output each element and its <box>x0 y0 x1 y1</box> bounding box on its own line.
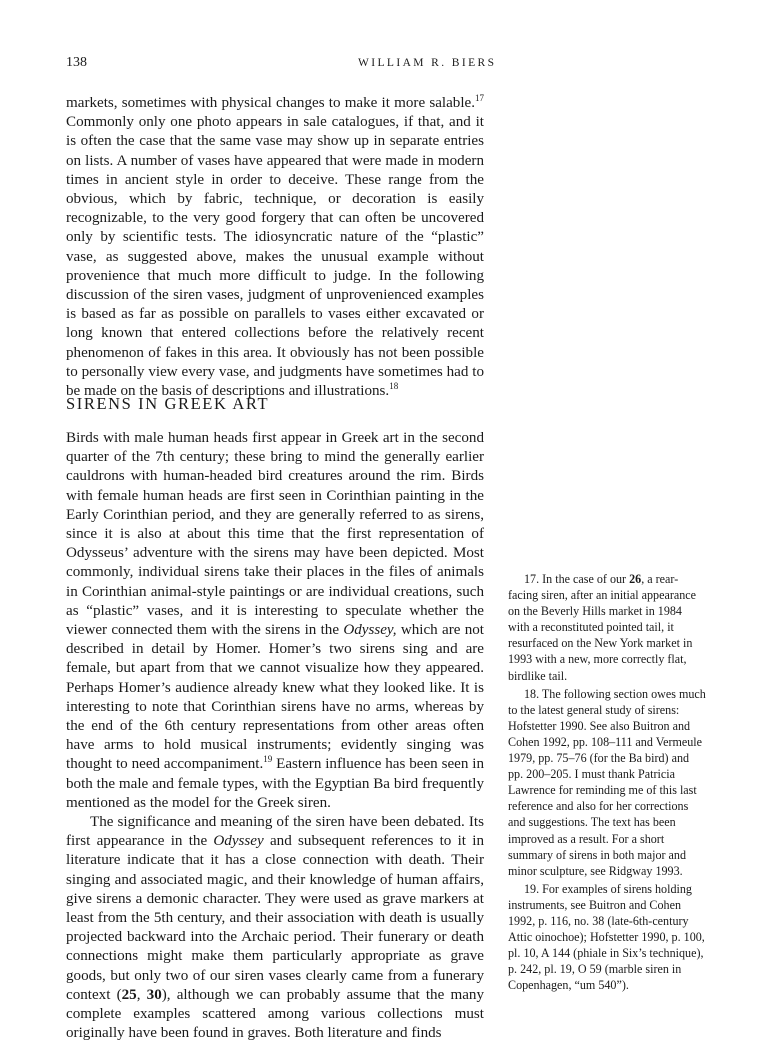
sp2-comma: , <box>136 986 147 1003</box>
fn18-text: 18. The following section owes much to the latest general study of sirens: Hofstetter 1990. See also Buitron and Cohen 1992, pp. 108–111 and Vermeule 1979, pp. 75–76 (for the Ba bird) and pp. 200–205. I must thank Patricia Lawrence for reminding me of this last reference and also for her corrections and suggestions. The text has been improved as a result. For a short summary of sirens in both major and minor sculpture, see Ridgway 1993. <box>508 686 706 878</box>
sp2-text-c: ), although we can probably assume that the many complete examples scattered among various collections must originally have been found in graves. Both literature and finds <box>66 986 484 1042</box>
intro-text-a: markets, sometimes with physical changes to make it more salable. <box>66 95 475 111</box>
fn19-text: 19. For examples of sirens holding instruments, see Buitron and Cohen 1992, p. 116, no. 38 (late-6th-century Attic oinochoe); Hofstetter 1990, p. 100, pl. 10, A 144 (phiale in Six’s technique), p. 242, pl. 19, O 59 (marble siren in Copenhagen, “um 540”). <box>508 881 705 993</box>
footnote-ref-17: 17 <box>475 92 484 103</box>
sp1-odyssey: Odyssey, <box>343 622 397 639</box>
footnote-17 <box>508 571 706 684</box>
running-head: WILLIAM R. BIERS <box>358 57 497 69</box>
fn17-text-b: , a rear-facing siren, after an initial appearance on the Beverly Hills market in 1984 with a reconstituted pointed tail, it resurfaced on the New York market in 1993 with a new, more correctly flat, birdlike tail. <box>508 572 697 683</box>
fn17-catalogue-ref: 26 <box>629 572 642 586</box>
sp2-text-a: The significance and meaning of the siren have been debated. Its first appearance in the <box>66 814 484 850</box>
sp2-text-b: and subsequent references to it in literature indicate that it has a close connection with death. Their singing and associated magic, and their knowledge of human affairs, give sirens a demonic character. They were used as grave markers at least from the 5th century, and their association with death is usually projected backward into the Archaic period. Their funerary or death connections might make them particularly appropriate as grave goods, but only two of our siren vases clearly came from a funerary context ( <box>66 833 485 1003</box>
page-number: 138 <box>66 55 87 70</box>
section-body <box>66 429 484 1044</box>
sp1-text-b: which are not described in detail by Homer. Homer’s two sirens sing and are female, but apart from that we cannot visualize how they appeared. Perhaps Homer’s audience already knew what they looked like. It is interesting to note that Corinthian sirens have no arms, whereas by the end of the 6th century representations from other areas often have arms to hold musical instruments; evidently singing was thought to need accompaniment. <box>66 622 484 773</box>
footnote-19 <box>508 881 706 994</box>
sp1-text-c: Eastern influence has been seen in both the male and female types, with the Egyptian Ba bird frequently mentioned as the model for the Greek siren. <box>66 756 485 811</box>
intro-text-b: Commonly only one photo appears in sale catalogues, if that, and it is often the case that the same vase may show up in separate entries on lists. A number of vases have appeared that were made in modern times in ancient style in order to deceive. These range from the obvious, which by fabric, technique, or decoration is easily recognizable, to the very good forgery that can often be uncovered only by scientific tests. The idiosyncratic nature of the “plastic” vase, as suggested above, makes the unusual example without provenience that much more difficult to judge. In the following discussion of the siren vases, judgment of unprovenienced examples is based as far as possible on parallels to vases either excavated or long known that entered collections before the relatively recent phenomenon of fakes in this area. It obviously has not been possible to personally view every vase, and judgments have sometimes had to be made on the basis of descriptions and illustrations. <box>66 114 484 400</box>
sp2-odyssey: Odyssey <box>213 833 264 850</box>
fn17-text-a: 17. In the case of our <box>524 572 630 586</box>
section-heading: SIRENS IN GREEK ART <box>66 394 270 413</box>
footnote-ref-18: 18 <box>389 381 399 392</box>
section-paragraph-2 <box>66 813 484 1043</box>
sp1-text-a: Birds with male human heads first appear in Greek art in the second quarter of the 7th century; these bring to mind the generally earlier cauldrons with human-headed bird creatures around the rim. Birds with female human heads are first seen in Corinthian painting in the Early Corinthian period, and they are generally referred to as sirens, since it is also at about this time that the first representation of Odysseus’ adventure with the sirens may have been depicted. Most commonly, individual sirens take their places in the files of animals in Corinthian animal-style paintings or are individual creations, such as “plastic” vases, and it is interesting to speculate whether the viewer connected them with the sirens in the <box>66 430 484 639</box>
section-paragraph-1 <box>66 429 484 813</box>
footnote-ref-19: 19 <box>263 754 273 765</box>
footnotes <box>508 571 706 995</box>
footnote-18 <box>508 686 706 879</box>
intro-paragraph <box>66 94 484 401</box>
catalogue-ref-30: 30 <box>146 986 162 1003</box>
catalogue-ref-25: 25 <box>121 986 137 1003</box>
intro-block <box>66 94 484 401</box>
